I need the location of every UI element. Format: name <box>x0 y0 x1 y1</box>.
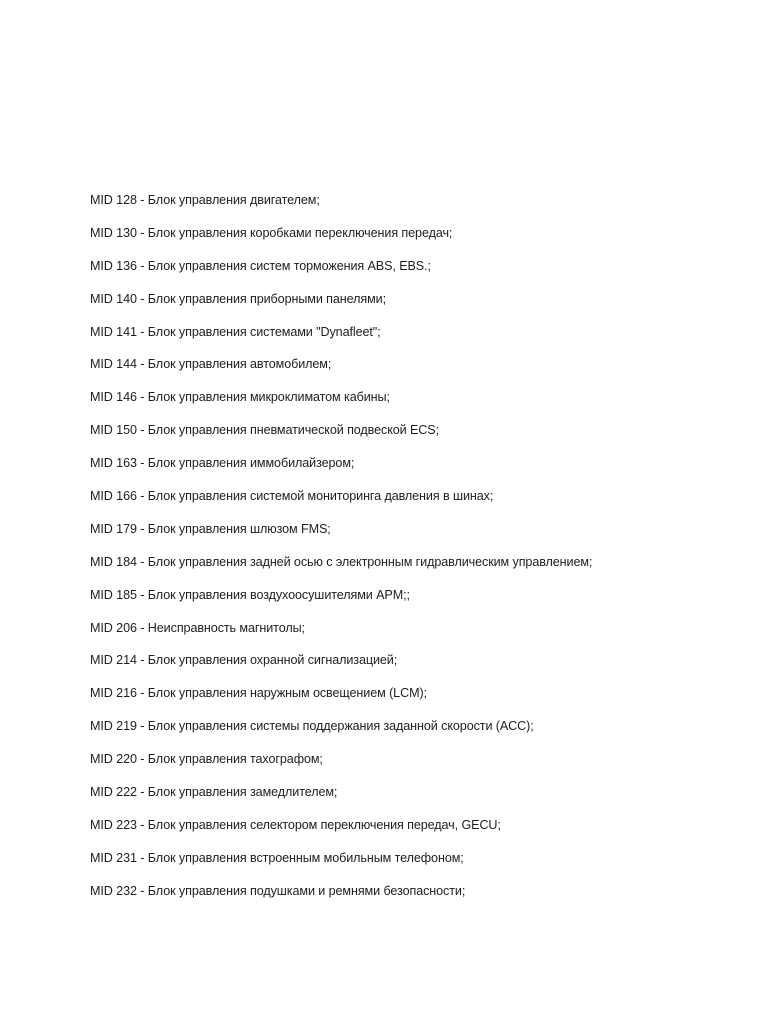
mid-list-item: MID 220 - Блок управления тахографом; <box>90 752 323 767</box>
mid-list-item: MID 222 - Блок управления замедлителем; <box>90 785 338 800</box>
mid-list-item: MID 232 - Блок управления подушками и ремнями безопасности; <box>90 883 466 898</box>
mid-list-item: MID 231 - Блок управления встроенным мобильным телефоном; <box>90 850 464 865</box>
mid-list-item: MID 128 - Блок управления двигателем; <box>90 193 320 207</box>
mid-list-item: MID 214 - Блок управления охранной сигнализацией; <box>90 653 398 668</box>
mid-code-list <box>90 184 750 908</box>
mid-list-item: MID 136 - Блок управления систем торможения ABS, EBS.; <box>90 258 431 273</box>
mid-list-item: MID 179 - Блок управления шлюзом FMS; <box>90 521 331 536</box>
mid-list-item: MID 184 - Блок управления задней осью с электронным гидравлическим управлением; <box>90 554 593 569</box>
mid-list-item: MID 219 - Блок управления системы поддержания заданной скорости (ACC); <box>90 719 534 734</box>
mid-list-item: MID 141 - Блок управления системами "Dynafleet"; <box>90 324 381 339</box>
mid-list-item: MID 206 - Неисправность магнитолы; <box>90 620 305 635</box>
mid-list-item: MID 150 - Блок управления пневматической подвеской ECS; <box>90 423 439 438</box>
mid-list-item: MID 185 - Блок управления воздухоосушителями APM;; <box>90 587 410 602</box>
mid-list-item: MID 144 - Блок управления автомобилем; <box>90 357 332 372</box>
mid-list-item: MID 216 - Блок управления наружным освещением (LCM); <box>90 686 427 701</box>
mid-list-item: MID 166 - Блок управления системой мониторинга давления в шинах; <box>90 489 494 504</box>
mid-list-item: MID 163 - Блок управления иммобилайзером; <box>90 456 355 471</box>
mid-list-item: MID 130 - Блок управления коробками переключения передач; <box>90 225 453 240</box>
mid-list-item: MID 146 - Блок управления микроклиматом кабины; <box>90 390 390 405</box>
mid-list-item: MID 140 - Блок управления приборными панелями; <box>90 291 387 306</box>
mid-list-item: MID 223 - Блок управления селектором переключения передач, GECU; <box>90 817 501 832</box>
